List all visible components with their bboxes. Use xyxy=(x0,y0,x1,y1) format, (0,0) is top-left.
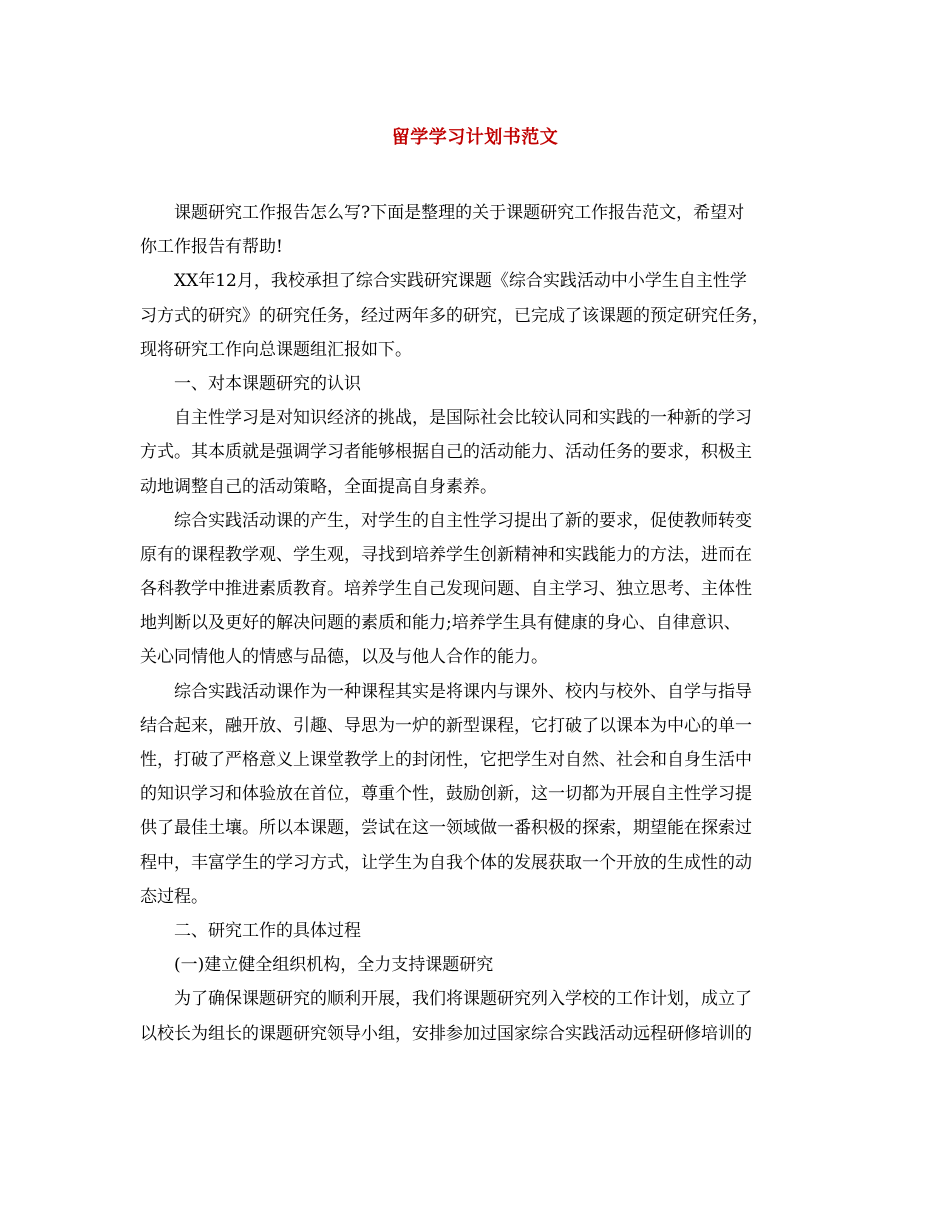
paragraph-line: 性，打破了严格意义上课堂教学上的封闭性，它把学生对自然、社会和自身生活中 xyxy=(140,750,752,770)
paragraph-line: 关心同情他人的情感与品德，以及与他人合作的能力。 xyxy=(140,647,548,668)
paragraph-line: 的知识学习和体验放在首位，尊重个性，鼓励创新，这一切都为开展自主性学习提 xyxy=(140,784,752,805)
paragraph-line: 原有的课程教学观、学生观，寻找到培养学生创新精神和实践能力的方法，进而在 xyxy=(140,544,752,565)
paragraph-line: 地判断以及更好的解决问题的素质和能力;培养学生具有健康的身心、自律意识、 xyxy=(140,613,741,634)
section-heading: 一、对本课题研究的认识 xyxy=(174,373,361,394)
paragraph-line: 结合起来，融开放、引趣、导思为一炉的新型课程，它打破了以课本为中心的单一 xyxy=(140,715,752,736)
paragraph-line: 供了最佳土壤。所以本课题，尝试在这一领域做一番积极的探索，期望能在探索过 xyxy=(140,818,752,839)
paragraph-line: XX年12月，我校承担了综合实践研究课题《综合实践活动中小学生自主性学 xyxy=(174,271,747,292)
document-body xyxy=(140,196,820,1051)
paragraph-line: 综合实践活动课的产生，对学生的自主性学习提出了新的要求，促使教师转变 xyxy=(174,510,752,531)
paragraph-line: 习方式的研究》的研究任务，经过两年多的研究，已完成了该课题的预定研究任务， xyxy=(140,305,769,326)
paragraph-line: 动地调整自己的活动策略，全面提高自身素养。 xyxy=(140,476,497,497)
paragraph-line: 各科教学中推进素质教育。培养学生自己发现问题、自主学习、独立思考、主体性 xyxy=(140,579,752,600)
section-heading: 二、研究工作的具体过程 xyxy=(174,920,361,941)
paragraph-line: 你工作报告有帮助! xyxy=(140,237,283,258)
document-title: 留学学习计划书范文 xyxy=(391,127,559,148)
paragraph-line: 程中，丰富学生的学习方式，让学生为自我个体的发展获取一个开放的生成性的动 xyxy=(140,852,752,873)
paragraph-line: 自主性学习是对知识经济的挑战，是国际社会比较认同和实践的一种新的学习 xyxy=(174,408,752,429)
paragraph-line: 现将研究工作向总课题组汇报如下。 xyxy=(140,339,412,360)
paragraph-line: 为了确保课题研究的顺利开展，我们将课题研究列入学校的工作计划，成立了 xyxy=(174,989,752,1010)
paragraph-line: 课题研究工作报告怎么写?下面是整理的关于课题研究工作报告范文，希望对 xyxy=(174,203,745,223)
subsection-heading: (一)建立健全组织机构，全力支持课题研究 xyxy=(174,955,494,976)
paragraph-line: 以校长为组长的课题研究领导小组，安排参加过国家综合实践活动远程研修培训的 xyxy=(140,1023,752,1044)
paragraph-line: 态过程。 xyxy=(140,886,208,907)
paragraph-line: 方式。其本质就是强调学习者能够根据自己的活动能力、活动任务的要求，积极主 xyxy=(140,442,752,463)
paragraph-line: 综合实践活动课作为一种课程其实是将课内与课外、校内与校外、自学与指导 xyxy=(174,681,752,702)
